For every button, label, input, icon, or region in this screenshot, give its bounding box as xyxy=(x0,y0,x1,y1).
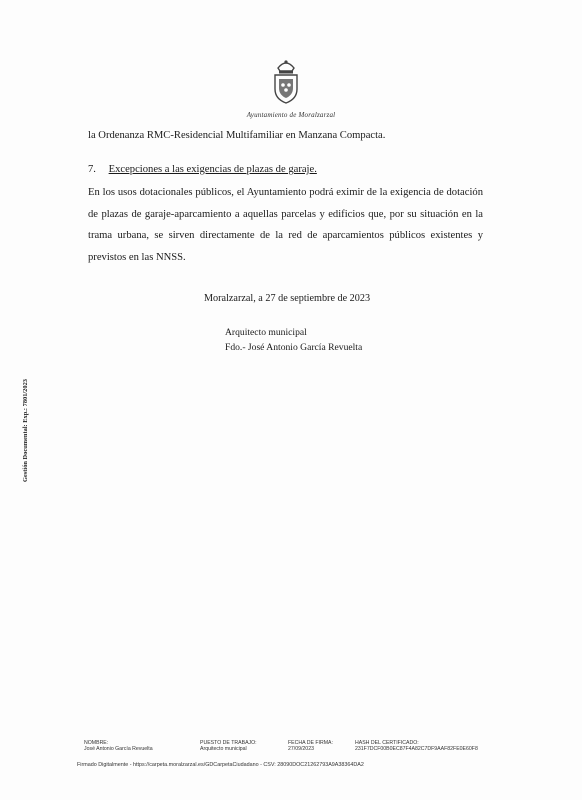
footer-hash-value: 231F7DCF00B0EC87F4A82C7DF9AAF82FE0E60F8 xyxy=(355,746,478,752)
footer-fecha-label: FECHA DE FIRMA: xyxy=(288,740,333,746)
body-line: la Ordenanza RMC-Residencial Multifamiliar en Manzana Compacta. xyxy=(88,130,386,141)
section-heading xyxy=(88,164,317,175)
signer-role: Arquitecto municipal xyxy=(225,327,307,338)
section-number: 7. xyxy=(88,164,96,175)
footer-hash xyxy=(355,740,478,752)
footer-nombre-value: José Antonio García Revuelta xyxy=(84,746,153,752)
footer-nombre-label: NOMBRE: xyxy=(84,740,109,746)
footer-nombre xyxy=(84,740,153,752)
section-title: Excepciones a las exigencias de plazas de garaje. xyxy=(108,164,317,175)
footer-puesto-value: Arquitecto municipal xyxy=(200,746,247,752)
municipal-crest-icon xyxy=(268,58,304,106)
footer-firmado: Firmado Digitalmente - https://carpeta.moralzarzal.es/GDCarpetaCiudadano - CSV: 28090DOC21262793A9A38364DA2 xyxy=(77,762,364,768)
footer-hash-label: HASH DEL CERTIFICADO: xyxy=(355,740,419,746)
side-stamp: Gestión Documental: Exp.: 7801/2023 xyxy=(22,379,29,482)
header-caption: Ayuntamiento de Moralzarzal xyxy=(246,111,336,119)
section-paragraph: En los usos dotacionales públicos, el Ayuntamiento podrá eximir de la exigencia de dotación de plazas de garaje-aparcamiento a aquellas parcelas y edificios que, por su situación en la trama urbana, se sirven directamente de la red de aparcamientos públicos existentes y previstos en las NNSS. xyxy=(88,187,483,263)
signer-name: Fdo.- José Antonio García Revuelta xyxy=(225,342,363,353)
footer-puesto xyxy=(200,740,257,752)
footer-fecha xyxy=(288,740,333,752)
footer-fecha-value: 27/09/2023 xyxy=(288,746,314,752)
place-date: Moralzarzal, a 27 de septiembre de 2023 xyxy=(204,293,371,304)
footer-puesto-label: PUESTO DE TRABAJO: xyxy=(200,740,257,746)
